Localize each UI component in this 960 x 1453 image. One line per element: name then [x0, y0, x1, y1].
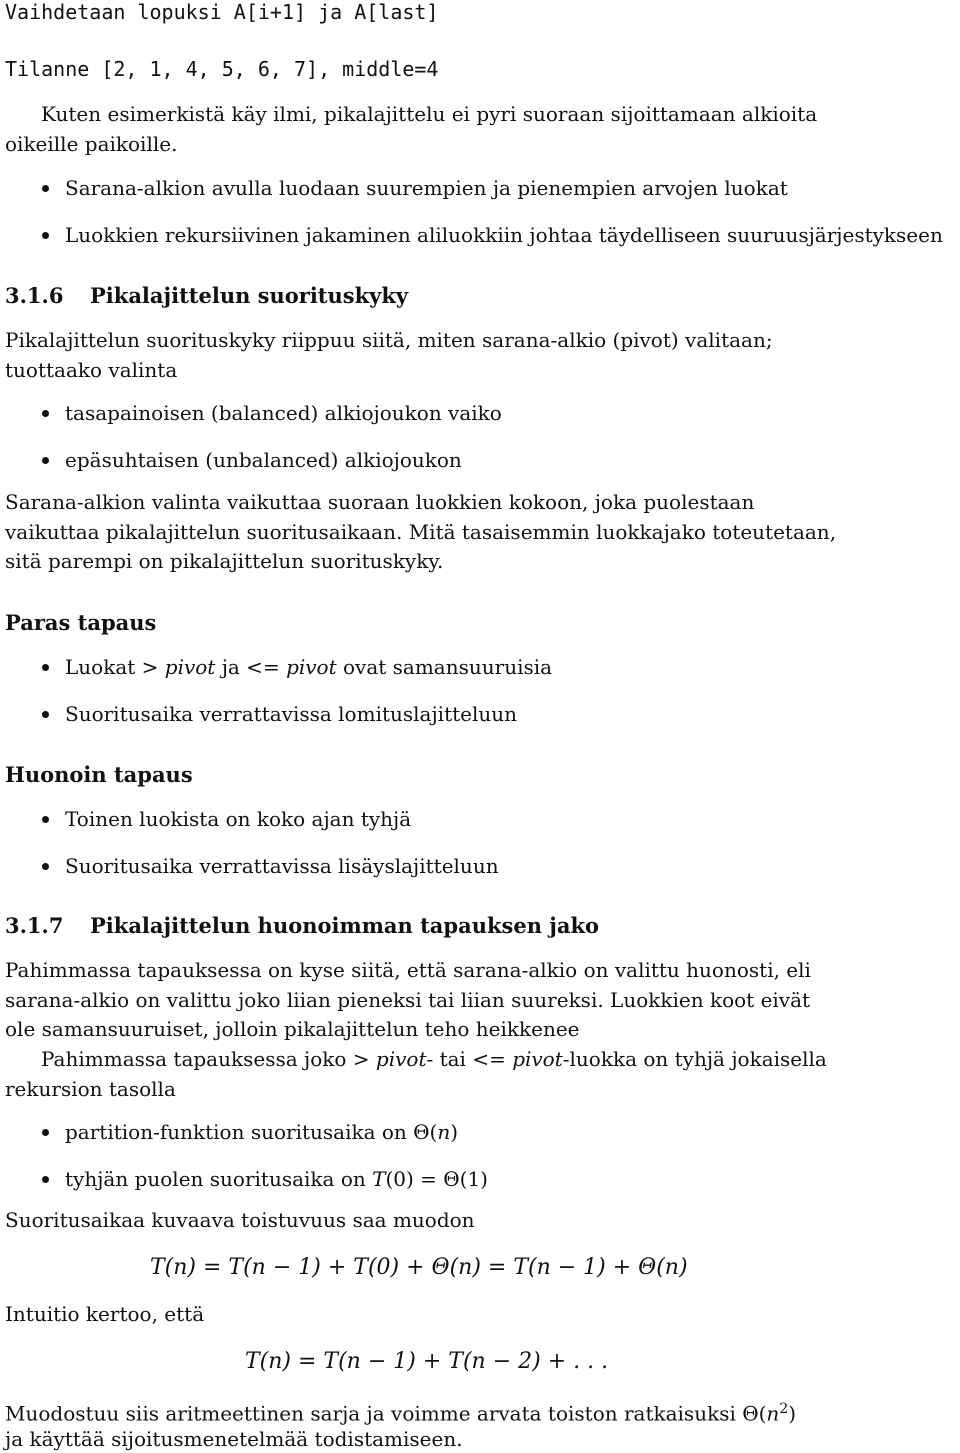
intuition-text: Intuitio kertoo, että	[5, 1302, 205, 1326]
conclusion-line-2: ja käyttää sijoitusmenetelmää todistamiseen.	[5, 1427, 463, 1451]
section-number: 3.1.6	[5, 283, 64, 308]
section-title: Pikalajittelun suorituskyky	[90, 283, 409, 308]
math-t: T	[372, 1166, 386, 1191]
text-segment: ovat samansuuruisia	[336, 655, 553, 679]
math-n: n	[766, 1401, 780, 1426]
intro-paragraph: Kuten esimerkistä käy ilmi, pikalajittelu ei pyri suoraan sijoittamaan alkioita oikeille paikoille.	[5, 102, 818, 156]
math-n: n	[437, 1120, 451, 1144]
intro-bullet-list	[0, 176, 960, 269]
text-segment: Muodostuu siis aritmeettinen sarja ja voimme arvata toiston ratkaisuksi Θ(	[5, 1401, 767, 1426]
section-316-paragraph-2: Sarana-alkion valinta vaikuttaa suoraan luokkien kokoon, joka puolestaan vaikuttaa pikalajittelun suoritusaikaan. Mitä tasaisemmin luokkajako toteutetaan, sitä parempi on pikalajittelun suorituskyky.	[5, 490, 837, 573]
section-316-paragraph: Pikalajittelun suorituskyky riippuu siitä, miten sarana-alkio (pivot) valitaan; tuottaako valinta	[5, 328, 773, 382]
math-pivot: pivot	[512, 1047, 563, 1071]
list-item: Toinen luokista on koko ajan tyhjä	[0, 807, 960, 854]
best-case-bullet-list	[0, 655, 960, 748]
text-segment: Pahimmassa tapauksessa joko >	[41, 1047, 376, 1071]
equation-recurrence: T(n) = T(n − 1) + T(0) + Θ(n) = T(n − 1) + Θ(n)	[150, 1255, 688, 1280]
text-segment: )	[450, 1120, 459, 1144]
section-316-bullet-list	[0, 401, 960, 494]
list-item: tasapainoisen (balanced) alkiojoukon vaiko	[0, 401, 960, 448]
section-heading-3-1-6	[5, 282, 408, 310]
code-line-swap: Vaihdetaan lopuksi A[i+1] ja A[last]	[5, 0, 439, 24]
list-item: Sarana-alkion avulla luodaan suurempien ja pienempien arvojen luokat	[0, 176, 960, 223]
text-segment: tyhjän puolen suoritusaika on	[65, 1166, 373, 1191]
text-segment: )	[788, 1401, 797, 1426]
list-item: Luokkien rekursiivinen jakaminen aliluokkiin johtaa täydelliseen suuruusjärjestykseen	[0, 223, 960, 270]
text-segment: partition-funktion suoritusaika on Θ(	[65, 1120, 438, 1144]
math-exponent: 2	[779, 1401, 789, 1417]
code-line-state: Tilanne [2, 1, 4, 5, 6, 7], middle=4	[5, 57, 439, 81]
list-item	[0, 1120, 960, 1167]
math-pivot: pivot	[164, 655, 216, 679]
section-317-bullet-list	[0, 1120, 960, 1213]
list-item: Suoritusaika verrattavissa lisäyslajitteluun	[0, 854, 960, 901]
section-317-paragraph-2	[5, 1045, 845, 1104]
text-segment: Luokat >	[65, 655, 165, 679]
text-segment: - tai <=	[426, 1047, 513, 1071]
text-segment: ja <=	[215, 655, 287, 679]
math-pivot: pivot	[375, 1047, 427, 1071]
best-case-heading: Paras tapaus	[5, 610, 157, 635]
list-item: epäsuhtaisen (unbalanced) alkiojoukon	[0, 448, 960, 495]
recurrence-intro: Suoritusaikaa kuvaava toistuvuus saa muodon	[5, 1208, 475, 1232]
section-title: Pikalajittelun huonoimman tapauksen jako	[90, 913, 600, 938]
list-item: Suoritusaika verrattavissa lomituslajitteluun	[0, 702, 960, 749]
text-segment: -luokka on tyhjä jokaisella rekursion tasolla	[5, 1047, 827, 1101]
equation-expansion: T(n) = T(n − 1) + T(n − 2) + . . .	[245, 1349, 609, 1374]
list-item	[0, 655, 960, 702]
worst-case-bullet-list	[0, 807, 960, 900]
text-segment: (0) = Θ(1)	[385, 1166, 488, 1191]
worst-case-heading: Huonoin tapaus	[5, 762, 193, 787]
section-317-paragraph: Pahimmassa tapauksessa on kyse siitä, että sarana-alkio on valittu huonosti, eli sarana-alkio on valittu joko liian pieneksi tai liian suureksi. Luokkien koot eivät ole samansuuruiset, jolloin pikalajittelun teho heikkenee	[5, 958, 811, 1041]
section-heading-3-1-7	[5, 912, 599, 940]
section-number: 3.1.7	[5, 913, 64, 938]
math-pivot: pivot	[286, 655, 337, 679]
conclusion-line-1	[5, 1395, 796, 1428]
